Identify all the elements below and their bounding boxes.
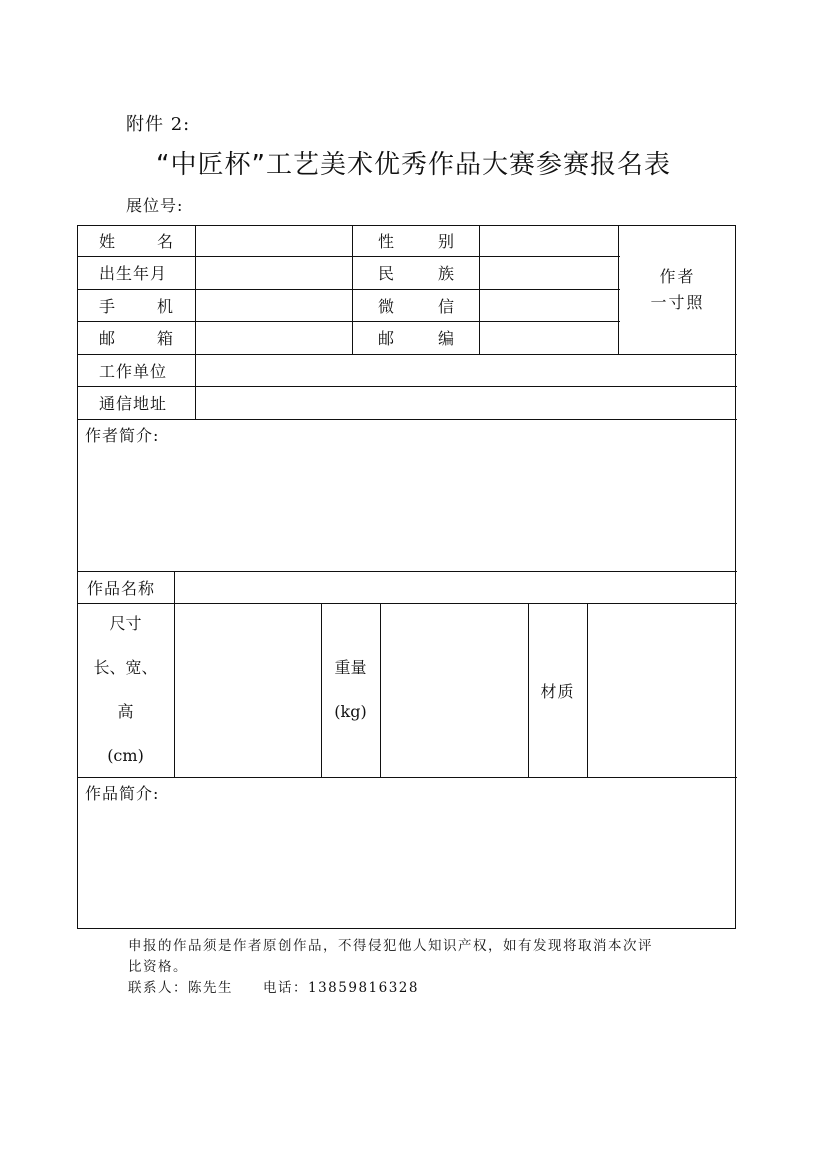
- email-label: 邮 箱: [99, 329, 173, 348]
- column-line: [380, 603, 381, 777]
- registration-form-table: [77, 225, 737, 930]
- ethnicity-label: 民 族: [378, 264, 454, 283]
- form-title: “中匠杯”工艺美术优秀作品大赛参赛报名表: [156, 150, 671, 180]
- author-bio-label: 作者简介:: [85, 425, 160, 445]
- employer-label: 工作单位: [99, 361, 168, 381]
- contact-phone: 电话：13859816328: [263, 980, 419, 996]
- weight-label: 重量 (kg): [334, 658, 367, 721]
- row-line: [77, 419, 737, 420]
- work-bio-label: 作品简介:: [85, 783, 160, 803]
- column-line: [587, 603, 588, 777]
- row-line: [77, 603, 737, 604]
- mobile-label: 手 机: [99, 296, 173, 316]
- gender-label: 性 别: [378, 232, 454, 251]
- photo-placeholder: 作者 一寸照: [650, 266, 705, 312]
- booth-number-label: 展位号:: [126, 196, 184, 215]
- postcode-label: 邮 编: [378, 329, 454, 348]
- wechat-label: 微 信: [378, 296, 454, 316]
- row-line: [77, 777, 737, 778]
- attachment-label: 附件 2:: [126, 114, 191, 135]
- contact-person: 联系人：陈先生: [128, 980, 233, 996]
- size-label: 尺寸 长、宽、 高 (cm): [93, 614, 158, 765]
- address-label: 通信地址: [99, 394, 168, 413]
- contact-info: [128, 976, 419, 996]
- originality-note-line1: 申报的作品须是作者原创作品，不得侵犯他人知识产权，如有发现将取消本次评: [128, 938, 653, 954]
- column-line: [195, 225, 196, 419]
- column-line: [352, 225, 353, 354]
- material-label: 材质: [540, 681, 575, 701]
- row-line: [77, 571, 737, 572]
- column-line: [479, 225, 480, 354]
- birth-date-label: 出生年月: [99, 264, 168, 283]
- work-name-label: 作品名称: [87, 578, 156, 598]
- originality-note-line2: 比资格。: [128, 959, 188, 975]
- name-label: 姓 名: [99, 232, 173, 251]
